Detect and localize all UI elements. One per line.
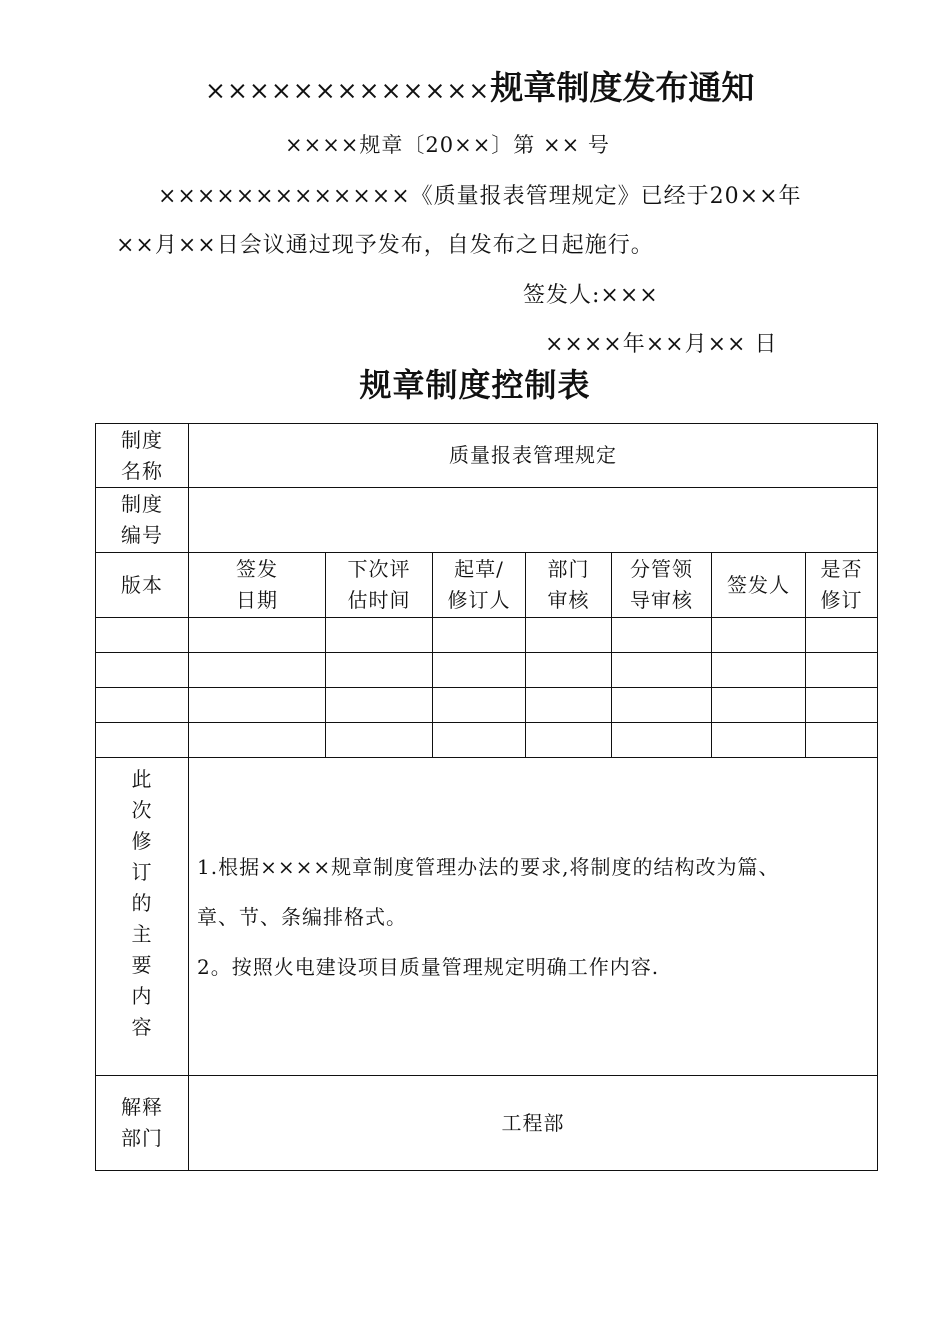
- header-cell: 分管领 导审核: [612, 553, 712, 618]
- signer: 签发人:×××: [523, 283, 659, 308]
- name-label: 制度 名称: [96, 424, 189, 488]
- table-row-name: [96, 424, 878, 488]
- notice-title-prefix: ×××××××××××××: [205, 76, 491, 105]
- revision-line-2: 章、节、条编排格式。: [197, 904, 407, 929]
- table-row: [96, 723, 878, 758]
- name-value: 质量报表管理规定: [189, 424, 878, 488]
- revision-line-1: 1.根据××××规章制度管理办法的要求,将制度的结构改为篇、: [197, 854, 780, 879]
- notice-number: ××××规章〔20××〕第 ×× 号: [285, 133, 610, 157]
- header-cell: 签发人: [712, 553, 806, 618]
- table-row: [96, 688, 878, 723]
- header-cell: 签发 日期: [189, 553, 326, 618]
- table-row-dept: [96, 1076, 878, 1171]
- code-value: [189, 488, 878, 553]
- revision-line-3: 2。按照火电建设项目质量管理规定明确工作内容.: [197, 954, 660, 979]
- header-cell: 部门 审核: [526, 553, 612, 618]
- control-table: [95, 423, 878, 1171]
- notice-title-main: 规章制度发布通知: [490, 68, 755, 107]
- header-cell: 下次评 估时间: [326, 553, 433, 618]
- header-cell: 版本: [96, 553, 189, 618]
- table-row-code: [96, 488, 878, 553]
- table-header-row: [96, 553, 878, 618]
- table-row: [96, 653, 878, 688]
- sign-date: ××××年××月×× 日: [545, 332, 778, 357]
- revision-content: [189, 758, 878, 1076]
- revision-label: 此 次 修 订 的 主 要 内 容: [96, 758, 189, 1076]
- table-row: [96, 618, 878, 653]
- header-cell: 是否 修订: [806, 553, 878, 618]
- header-cell: 起草/ 修订人: [433, 553, 526, 618]
- dept-value: 工程部: [189, 1076, 878, 1171]
- code-label: 制度 编号: [96, 488, 189, 553]
- dept-label: 解释 部门: [96, 1076, 189, 1171]
- notice-title: [205, 62, 754, 109]
- notice-body-line-1: ×××××××××××××《质量报表管理规定》已经于20××年: [158, 184, 802, 209]
- table-row-revision: [96, 758, 878, 1076]
- control-table-title: 规章制度控制表: [359, 366, 591, 404]
- notice-body-line-2: ××月××日会议通过现予发布，自发布之日起施行。: [116, 233, 654, 258]
